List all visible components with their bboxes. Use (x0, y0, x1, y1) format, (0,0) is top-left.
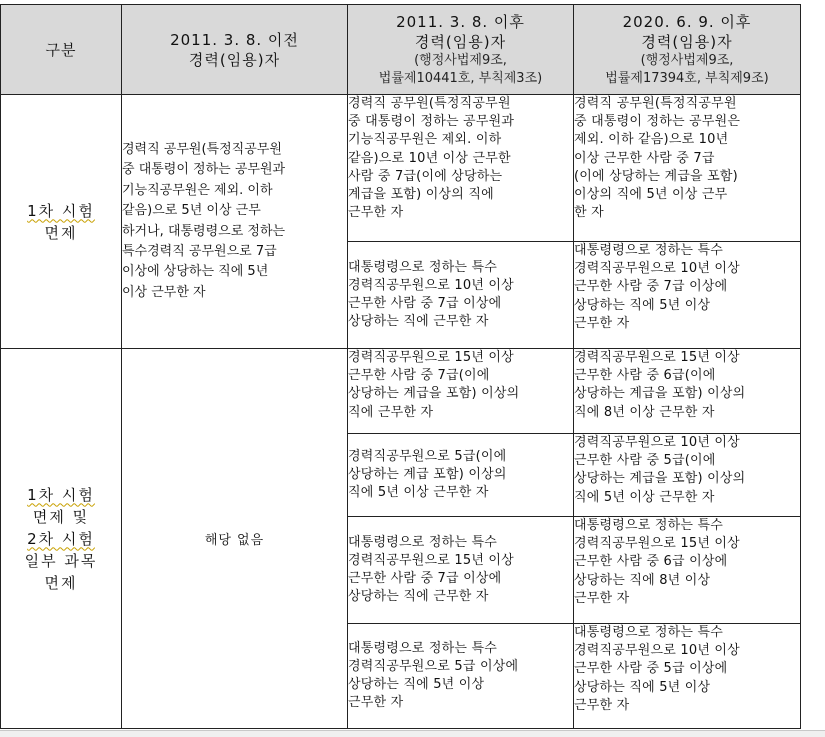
header-2011 (348, 5, 574, 95)
cell-text: 경력직 공무원(특정직공무원 중 대통령이 정하는 공무원과 기능직공무원은 제외. 이하 같음)으로 10년 이상 근무한 사람 중 7급(이에 상당하는 계급을 포함) 이상의 직에 근무한 자 (348, 96, 515, 221)
section2-category-line4: 일부 과목 (24, 551, 98, 570)
section2-category-line5: 면제 (44, 573, 78, 592)
section2-category (1, 349, 122, 729)
header-2020 (574, 5, 801, 95)
cell-text: 대통령령으로 정하는 특수 경력직공무원으로 15년 이상 근무한 사람 중 7급 이상에 상당하는 직에 근무한 자 (348, 534, 514, 605)
section1-before-cell (122, 95, 348, 349)
cell-text: 대통령령으로 정하는 특수 경력직공무원으로 15년 이상 근무한 사람 중 6급 이상에 상당하는 직에 8년 이상 근무한 자 (574, 518, 740, 606)
section2-row2-2020 (574, 434, 801, 517)
cell-text: 경력직 공무원(특정직공무원 중 대통령이 정하는 공무원은 제외. 이하 같음)으로 10년 이상 근무한 사람 중 7급 (이에 상당하는 계급을 포함) 이상의 직에 5년 이상 근무 한 자 (574, 96, 741, 221)
section1-before-text: 경력직 공무원(특정직공무원 중 대통령이 정하는 공무원과 기능직공무원은 제외. 이하 같음)으로 5년 이상 근무 하거나, 대통령령으로 정하는 특수경력직 공무원으로 7급 이상에 상당하는 직에 5년 이상 근무한 자 (122, 141, 286, 300)
cell-text: 대통령령으로 정하는 특수 경력직공무원으로 5급 이상에 상당하는 직에 5년 이상 근무한 자 (348, 640, 519, 711)
header-2011-title: 경력(임용)자 (414, 32, 507, 51)
section2-row2-2011 (348, 434, 574, 517)
section1-row1-2011 (348, 95, 574, 242)
section2-row3-2011 (348, 517, 574, 624)
cell-text: 대통령령으로 정하는 특수 경력직공무원으로 10년 이상 근무한 사람 중 7급 이상에 상당하는 직에 근무한 자 (348, 259, 514, 330)
section2-category-line1: 1차 시험 (27, 485, 95, 504)
section1-row1-2020 (574, 95, 801, 242)
section2-category-line2: 면제 및 (32, 507, 90, 526)
header-2020-title: 경력(임용)자 (641, 32, 733, 51)
section1-category-line2: 면제 (44, 223, 78, 242)
cell-text: 경력직공무원으로 15년 이상 근무한 사람 중 7급(이에 상당하는 계급을 포함) 이상의 직에 근무한 자 (348, 350, 520, 420)
header-category (1, 5, 122, 95)
section1-row2-2011 (348, 242, 574, 349)
table-row (1, 95, 801, 242)
cell-text: 경력직공무원으로 5급(이에 상당하는 계급 포함) 이상의 직에 5년 이상 근무한 자 (348, 448, 507, 501)
section2-row1-2020 (574, 349, 801, 434)
cell-text: 경력직공무원으로 10년 이상 근무한 사람 중 5급(이에 상당하는 계급을 포함) 이상의 직에 5년 이상 근무한 자 (574, 435, 746, 505)
header-category-label: 구분 (45, 40, 77, 59)
section2-row3-2020 (574, 517, 801, 624)
section2-before-text: 해당 없음 (204, 533, 265, 548)
header-2011-date: 2011. 3. 8. 이후 (396, 12, 525, 31)
comparison-table (0, 4, 801, 729)
section1-category-line1: 1차 시험 (27, 201, 95, 220)
header-2020-law1: (행정사법제9조, (640, 52, 734, 68)
cell-text: 대통령령으로 정하는 특수 경력직공무원으로 10년 이상 근무한 사람 중 5급 이상에 상당하는 직에 5년 이상 근무한 자 (574, 625, 740, 713)
section2-row1-2011 (348, 349, 574, 434)
table-row (1, 349, 801, 434)
cell-text: 대통령령으로 정하는 특수 경력직공무원으로 10년 이상 근무한 사람 중 7급 이상에 상당하는 직에 5년 이상 근무한 자 (574, 243, 740, 331)
section2-row4-2020 (574, 624, 801, 729)
header-2020-date: 2020. 6. 9. 이후 (622, 12, 752, 31)
section1-category (1, 95, 122, 349)
header-before-date: 2011. 3. 8. 이전 (170, 30, 299, 49)
header-before (122, 5, 348, 95)
section2-category-line3: 2차 시험 (27, 529, 95, 548)
cell-text: 경력직공무원으로 15년 이상 근무한 사람 중 6급(이에 상당하는 계급을 포함) 이상의 직에 8년 이상 근무한 자 (574, 350, 746, 420)
header-2011-law1: (행정사법제9조, (414, 52, 507, 68)
section2-row4-2011 (348, 624, 574, 729)
header-2011-law2: 법률제10441호, 부칙제3조) (378, 70, 543, 86)
header-2020-law2: 법률제17394호, 부칙제9조) (605, 70, 769, 86)
header-before-title: 경력(임용)자 (188, 50, 281, 69)
section1-row2-2020 (574, 242, 801, 349)
header-row (1, 5, 801, 95)
section2-before-cell (122, 349, 348, 729)
